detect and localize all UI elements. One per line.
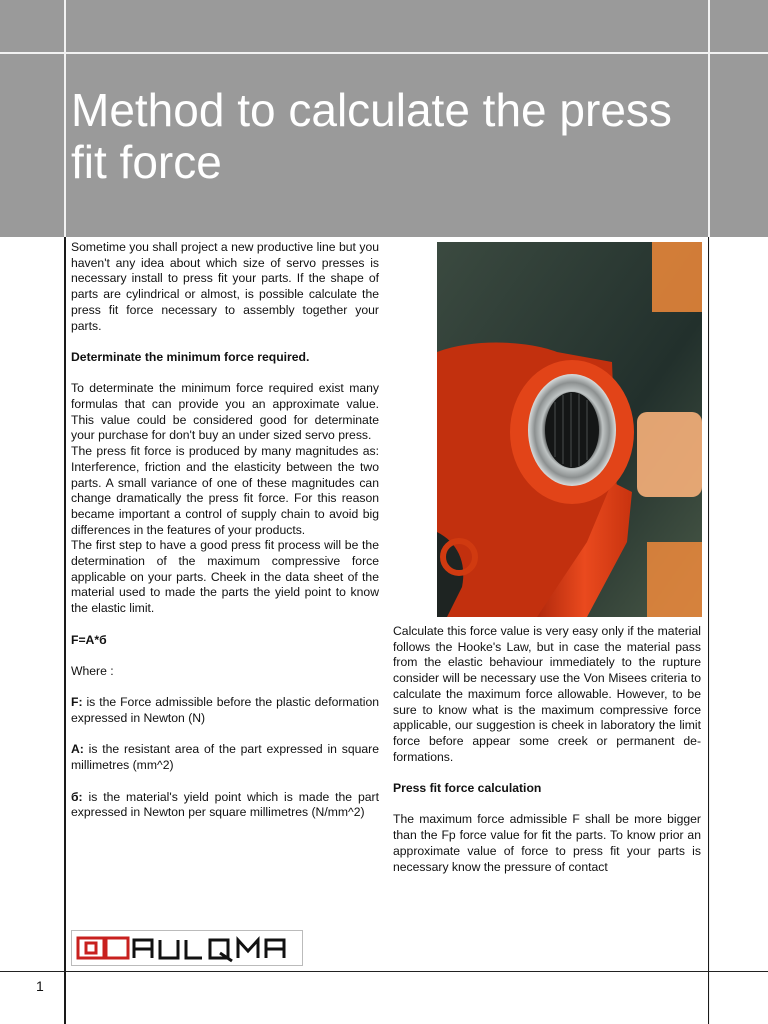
definition-text: is the Force admissible before the plastic deformation expressed in Newton (N) [71, 695, 379, 726]
paragraph-hookes-law: Calculate this force value is very easy only if the material follows the Hooke's Law, but in case the material pass from the elastic behaviour immediately to the rupture consider will be necessary use the Von Misees criteria to calculate the maximum force allowable. However, to be sure to know what is the maximum compressive force applicable, our suggestion is cheek in laboratory the limit force before appear some creek or permanent de-formations. [393, 624, 701, 764]
right-column [393, 624, 701, 875]
right-margin-rule [708, 237, 709, 1024]
definition-force [71, 695, 379, 726]
paragraph-max-force: The maximum force admissible F shall be more bigger than the Fp force value for fit the parts. To know prior an approximate value of force to press fit your parts is necessary know the pressure of contact [393, 812, 701, 874]
header-divider-line [0, 52, 768, 54]
paragraph-first-step: The first step to have a good press fit process will be the determination of the maximum compressive force applicable on your parts. Cheek in the data sheet of the material used to made the parts the yield point to know the elastic limit. [71, 538, 379, 616]
footer-divider-line [0, 971, 768, 972]
part-photo [437, 242, 702, 617]
left-column [71, 240, 379, 821]
section-heading-press-fit-calculation: Press fit force calculation [393, 781, 542, 796]
page-title: Method to calculate the press fit force [71, 84, 672, 188]
definition-term: б: [71, 789, 83, 804]
page-number: 1 [36, 978, 44, 994]
definition-term: A: [71, 742, 84, 757]
where-label: Where : [71, 663, 114, 678]
paragraph-formulas: To determinate the minimum force required exist many formulas that can provide you an approximate value. This value could be considered good for determinate your purchase for don't buy an under sized servo press. [71, 381, 379, 443]
intro-paragraph: Sometime you shall project a new productive line but you haven't any idea about which size of servo presses is necessary install to press fit your parts. If the shape of parts are cylindrical or almost, is possible calculate the press fit force necessary to assembly together your parts. [71, 240, 379, 333]
formula: F=A*б [71, 632, 107, 647]
definition-text: is the resistant area of the part expressed in square millimetres (mm^2) [71, 742, 379, 773]
definition-area [71, 742, 379, 773]
left-margin-rule [64, 237, 66, 1024]
definition-term: F: [71, 695, 83, 710]
definition-yield-point [71, 790, 379, 821]
section-heading-minimum-force: Determinate the minimum force required. [71, 349, 310, 364]
company-logo [71, 930, 303, 966]
definition-text: is the material's yield point which is made the part expressed in Newton per square millimetres (N/mm^2) [71, 789, 379, 820]
paragraph-magnitudes: The press fit force is produced by many magnitudes as: Interference, friction and the elasticity between the two parts. A small variance of one of these magnitudes can change dramatically the press fit force. For this reason became important a control of supply chain to avoid big differences in the features of your products. [71, 444, 379, 537]
